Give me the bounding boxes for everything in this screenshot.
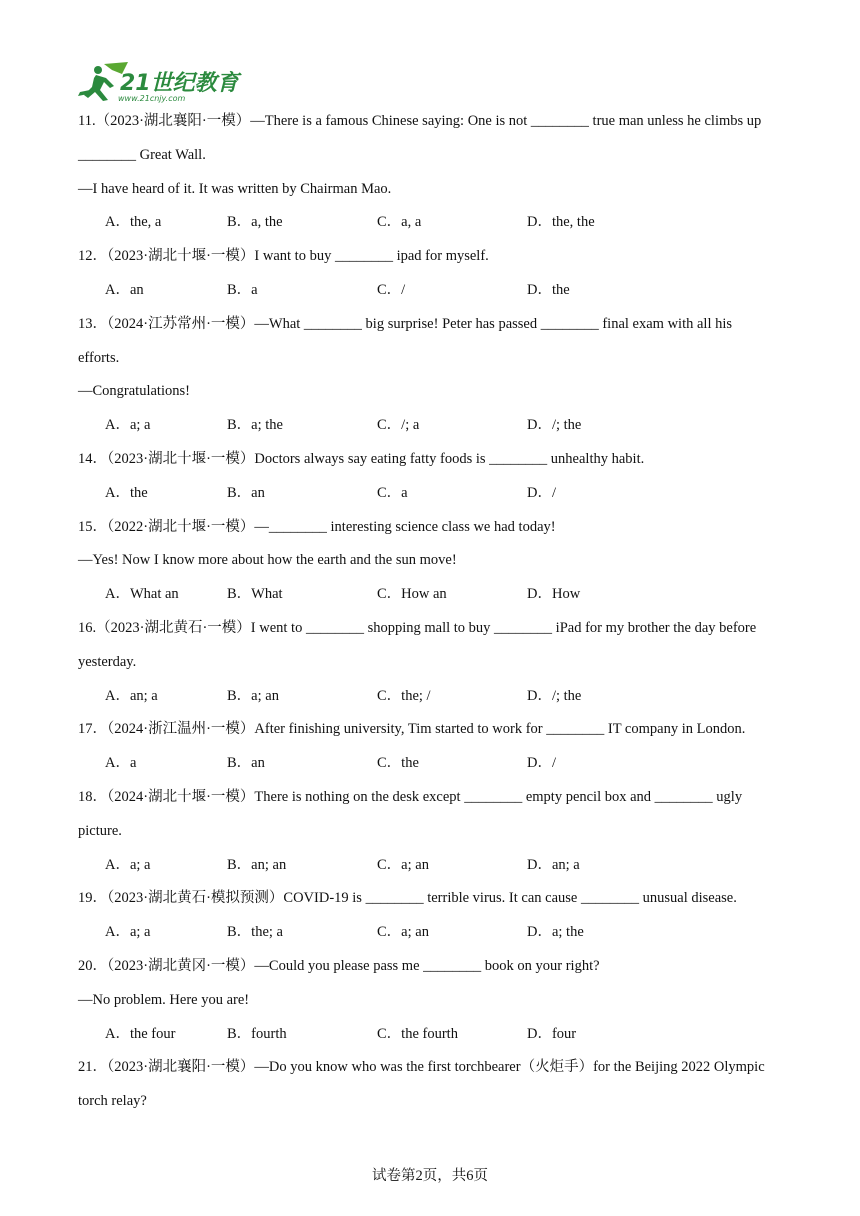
option-d[interactable]: D．/ [527,484,556,501]
question-text-line: efforts. [78,349,120,366]
question-list [78,105,798,1119]
answer-options [78,409,798,443]
question-item [78,713,798,781]
option-d[interactable]: D．/; the [527,687,582,704]
option-a[interactable]: A．the [105,484,148,501]
option-a[interactable]: A．a; a [105,417,151,434]
option-b[interactable]: B．fourth [227,1025,287,1042]
option-c[interactable]: C．/ [377,281,406,298]
option-c[interactable]: C．a [377,484,408,501]
option-b[interactable]: B．a; an [227,687,279,704]
option-d[interactable]: D．How [527,586,581,603]
option-b[interactable]: B．an; an [227,856,287,873]
option-d[interactable]: D．/; the [527,417,582,434]
question-stem: 17．（2024·浙江温州·一模）After finishing university, Tim started to work for ________ IT company in London. [78,721,746,738]
answer-options [78,477,798,511]
option-a[interactable]: A．a; a [105,856,151,873]
option-d[interactable]: D．four [527,1025,577,1042]
answer-options [78,849,798,883]
question-item [78,308,798,443]
question-text-line: yesterday. [78,653,137,670]
option-b[interactable]: B．an [227,755,265,772]
option-a[interactable]: A．What an [105,586,179,603]
logo-runner-icon [76,60,246,104]
question-stem: 14．（2023·湖北十堰·一模）Doctors always say eating fatty foods is ________ unhealthy habit. [78,450,645,467]
question-stem: 15．（2022·湖北十堰·一模）—________ interesting science class we had today! [78,518,556,535]
option-a[interactable]: A．an; a [105,687,158,704]
question-stem: 18．（2024·湖北十堰·一模）There is nothing on the desk except ________ empty pencil box and ________ ugly [78,788,743,805]
question-item [78,882,798,950]
option-b[interactable]: B．a [227,281,258,298]
question-item [78,612,798,713]
option-d[interactable]: D．an; a [527,856,580,873]
page-footer: 试卷第2页，共6页 [372,1168,488,1184]
option-b[interactable]: B．a, the [227,214,283,231]
option-a[interactable]: A．the four [105,1025,176,1042]
option-c[interactable]: C．the; / [377,687,431,704]
svg-text:21世纪教育: 21世纪教育 [120,71,239,96]
option-c[interactable]: C．the fourth [377,1025,458,1042]
option-b[interactable]: B．a; the [227,417,283,434]
question-item [78,105,798,240]
option-c[interactable]: C．the [377,755,419,772]
question-text-line: —I have heard of it. It was written by Chairman Mao. [78,180,392,197]
question-item [78,1051,798,1119]
option-a[interactable]: A．a; a [105,924,151,941]
answer-options [78,747,798,781]
question-stem: 13．（2024·江苏常州·一模）—What ________ big surprise! Peter has passed ________ final exam with all his [78,315,733,332]
question-text-line: —No problem. Here you are! [78,991,250,1008]
question-stem: 16.（2023·湖北黄石·一模）I went to ________ shopping mall to buy ________ iPad for my brother the day before [78,619,757,636]
answer-options [78,578,798,612]
option-d[interactable]: D．the, the [527,214,595,231]
option-b[interactable]: B．an [227,484,265,501]
svg-text:www.21cnjy.com: www.21cnjy.com [118,94,186,103]
question-text-line: —Yes! Now I know more about how the earth and the sun move! [78,552,457,569]
logo [76,60,246,104]
answer-options [78,206,798,240]
option-d[interactable]: D．a; the [527,924,584,941]
option-d[interactable]: D．/ [527,755,556,772]
option-c[interactable]: C．a, a [377,214,422,231]
question-stem: 20．（2023·湖北黄冈·一模）—Could you please pass me ________ book on your right? [78,957,600,974]
option-a[interactable]: A．a [105,755,137,772]
answer-options [78,680,798,714]
option-a[interactable]: A．an [105,281,144,298]
question-text-line: picture. [78,822,122,839]
option-b[interactable]: B．the; a [227,924,283,941]
question-item [78,511,798,612]
question-text-line: torch relay? [78,1093,147,1110]
option-c[interactable]: C．a; an [377,924,429,941]
answer-options [78,274,798,308]
question-item [78,240,798,308]
option-c[interactable]: C．How an [377,586,447,603]
option-d[interactable]: D．the [527,281,570,298]
question-text-line: ________ Great Wall. [78,146,206,163]
answer-options [78,1018,798,1052]
question-stem: 12．（2023·湖北十堰·一模）I want to buy ________ ipad for myself. [78,248,489,265]
answer-options [78,916,798,950]
question-stem: 19．（2023·湖北黄石·模拟预测）COVID-19 is ________ terrible virus. It can cause ________ unusual disease. [78,890,737,907]
question-item [78,950,798,1051]
question-item [78,443,798,511]
question-stem: 11.（2023·湖北襄阳·一模）—There is a famous Chinese saying: One is not ________ true man unless he climbs up [78,113,762,129]
option-b[interactable]: B．What [227,586,283,603]
question-text-line: —Congratulations! [78,383,190,400]
option-a[interactable]: A．the, a [105,214,162,231]
question-stem: 21．（2023·湖北襄阳·一模）—Do you know who was the first torchbearer（火炬手）for the Beijing 2022 Olympic [78,1059,765,1076]
option-c[interactable]: C．a; an [377,856,429,873]
option-c[interactable]: C．/; a [377,417,420,434]
question-item [78,781,798,882]
